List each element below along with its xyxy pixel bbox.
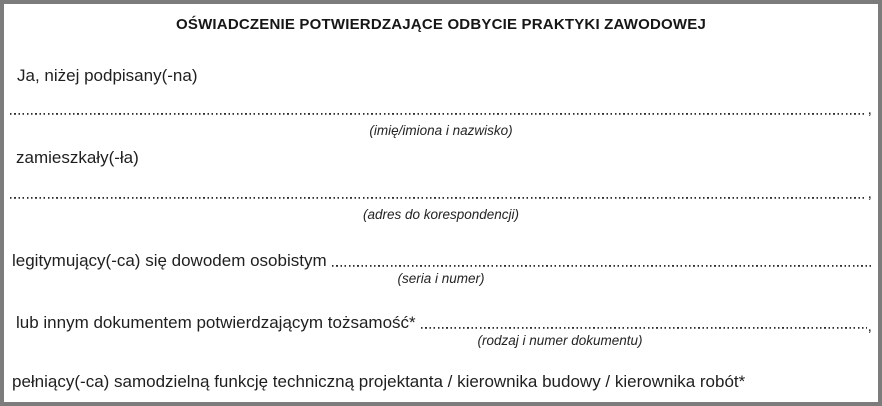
dotted-leader bbox=[10, 104, 867, 116]
line-comma: , bbox=[867, 101, 872, 118]
line-comma: , bbox=[867, 185, 872, 202]
other-document-caption: (rodzaj i numer dokumentu) bbox=[477, 333, 643, 348]
name-caption: (imię/imiona i nazwisko) bbox=[369, 123, 513, 138]
dotted-leader bbox=[10, 188, 867, 200]
id-document-row bbox=[12, 250, 872, 271]
address-caption: (adres do korespondencji) bbox=[362, 207, 520, 222]
name-fill-line bbox=[10, 101, 872, 118]
document-title: OŚWIADCZENIE POTWIERDZAJĄCE ODBYCIE PRAKTYKI ZAWODOWEJ bbox=[176, 16, 706, 33]
other-document-row bbox=[16, 312, 872, 333]
signer-label: Ja, niżej podpisany(-na) bbox=[17, 66, 198, 85]
id-caption: (seria i numer) bbox=[397, 271, 485, 286]
dotted-leader bbox=[332, 256, 872, 268]
other-document-label: lub innym dokumentem potwierdzającym tożsamość* bbox=[16, 313, 416, 332]
dotted-leader bbox=[421, 318, 867, 330]
residence-label: zamieszkały(-ła) bbox=[16, 148, 139, 167]
address-fill-line bbox=[10, 185, 872, 202]
id-label: legitymujący(-ca) się dowodem osobistym bbox=[12, 251, 327, 270]
line-comma: , bbox=[867, 318, 872, 335]
function-label: pełniący(-ca) samodzielną funkcję techniczną projektanta / kierownika budowy / kierownika robót* bbox=[12, 372, 746, 391]
